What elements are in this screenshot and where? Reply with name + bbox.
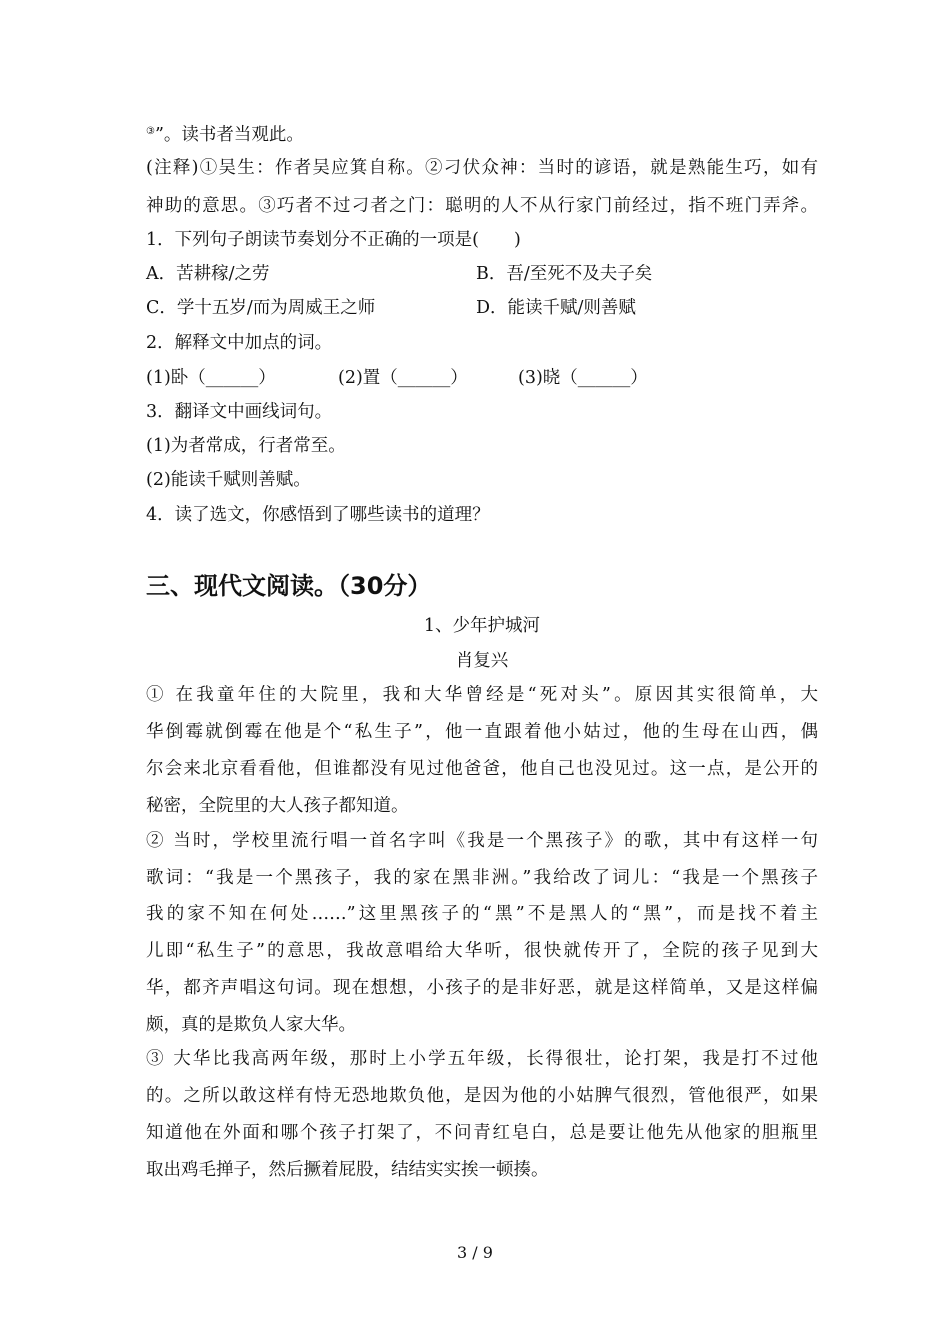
- blank-item: (2)置（______）: [338, 368, 468, 388]
- page-number: 3 / 9: [457, 1243, 493, 1262]
- option-c: C．学十五岁/而为周威王之师: [146, 298, 376, 318]
- blank-item: (3)晓（______）: [518, 368, 648, 388]
- paragraph-line: 的。之所以敢这样有恃无恐地欺负他，是因为他的小姑脾气很烈，管他很严，如果: [146, 1086, 818, 1106]
- paragraph-line: 儿即“私生子”的意思，我故意唱给大华听，很快就传开了，全院的孩子见到大: [146, 941, 818, 961]
- story-author: 肖复兴: [455, 651, 509, 671]
- question-3-item: (1)为者常成，行者常至。: [146, 436, 346, 456]
- notes-line: 神助的意思。③巧者不过刁者之门：聪明的人不从行家门前经过，指不班门弄斧。: [146, 196, 818, 216]
- blank-item: (1)卧（______）: [146, 368, 276, 388]
- paragraph-line: 我的家不知在何处……”这里黑孩子的“黑”不是黑人的“黑”，而是找不着主: [146, 904, 818, 924]
- notes-line: (注释)①吴生：作者吴应箕自称。②刁伏众神：当时的谚语，就是熟能生巧，如有: [146, 158, 818, 178]
- paragraph-line: 取出鸡毛掸子，然后撅着屁股，结结实实挨一顿揍。: [146, 1160, 549, 1180]
- question-3-item: (2)能读千赋则善赋。: [146, 470, 311, 490]
- passage-tail-text: ”。读书者当观此。: [154, 125, 304, 145]
- paragraph-line: 颇，真的是欺负人家大华。: [146, 1015, 356, 1035]
- story-title: 1、少年护城河: [423, 616, 541, 636]
- paragraph-line: 尔会来北京看看他，但谁都没有见过他爸爸，他自己也没见过。这一点，是公开的: [146, 759, 818, 779]
- paragraph-line: 华倒霉就倒霉在他是个“私生子”，他一直跟着他小姑过，他的生母在山西，偶: [146, 722, 818, 742]
- section-heading: 三、现代文阅读。（30分）: [146, 572, 432, 600]
- option-b: B．吾/至死不及夫子矣: [476, 264, 653, 284]
- footnote-marker: ③: [146, 126, 155, 137]
- paragraph-line: ① 在我童年住的大院里，我和大华曾经是“死对头”。原因其实很简单，大: [146, 685, 818, 705]
- paragraph-line: 知道他在外面和哪个孩子打架了，不问青红皂白，总是要让他先从他家的胆瓶里: [146, 1123, 818, 1143]
- paragraph-line: 歌词：“我是一个黑孩子，我的家在黑非洲。”我给改了词儿：“我是一个黑孩子: [146, 868, 818, 888]
- question-1: 1．下列句子朗读节奏划分不正确的一项是( ): [146, 230, 521, 250]
- passage-tail-line: [146, 120, 818, 147]
- paragraph-line: 华，都齐声唱这句词。现在想想，小孩子的是非好恶，就是这样简单，又是这样偏: [146, 978, 818, 998]
- option-a: A．苦耕稼/之劳: [146, 264, 270, 284]
- option-d: D．能读千赋/则善赋: [476, 298, 636, 318]
- question-1-options-row: [146, 262, 818, 286]
- question-2: 2．解释文中加点的词。: [146, 333, 333, 353]
- paragraph-line: ③ 大华比我高两年级，那时上小学五年级，长得很壮，论打架，我是打不过他: [146, 1049, 818, 1069]
- paragraph-line: ② 当时，学校里流行唱一首名字叫《我是一个黑孩子》的歌，其中有这样一句: [146, 831, 818, 851]
- question-4: 4．读了选文，你感悟到了哪些读书的道理？: [146, 505, 490, 525]
- question-1-options-row: [146, 296, 818, 320]
- question-3: 3．翻译文中画线词句。: [146, 402, 333, 422]
- paragraph-line: 秘密，全院里的大人孩子都知道。: [146, 796, 409, 816]
